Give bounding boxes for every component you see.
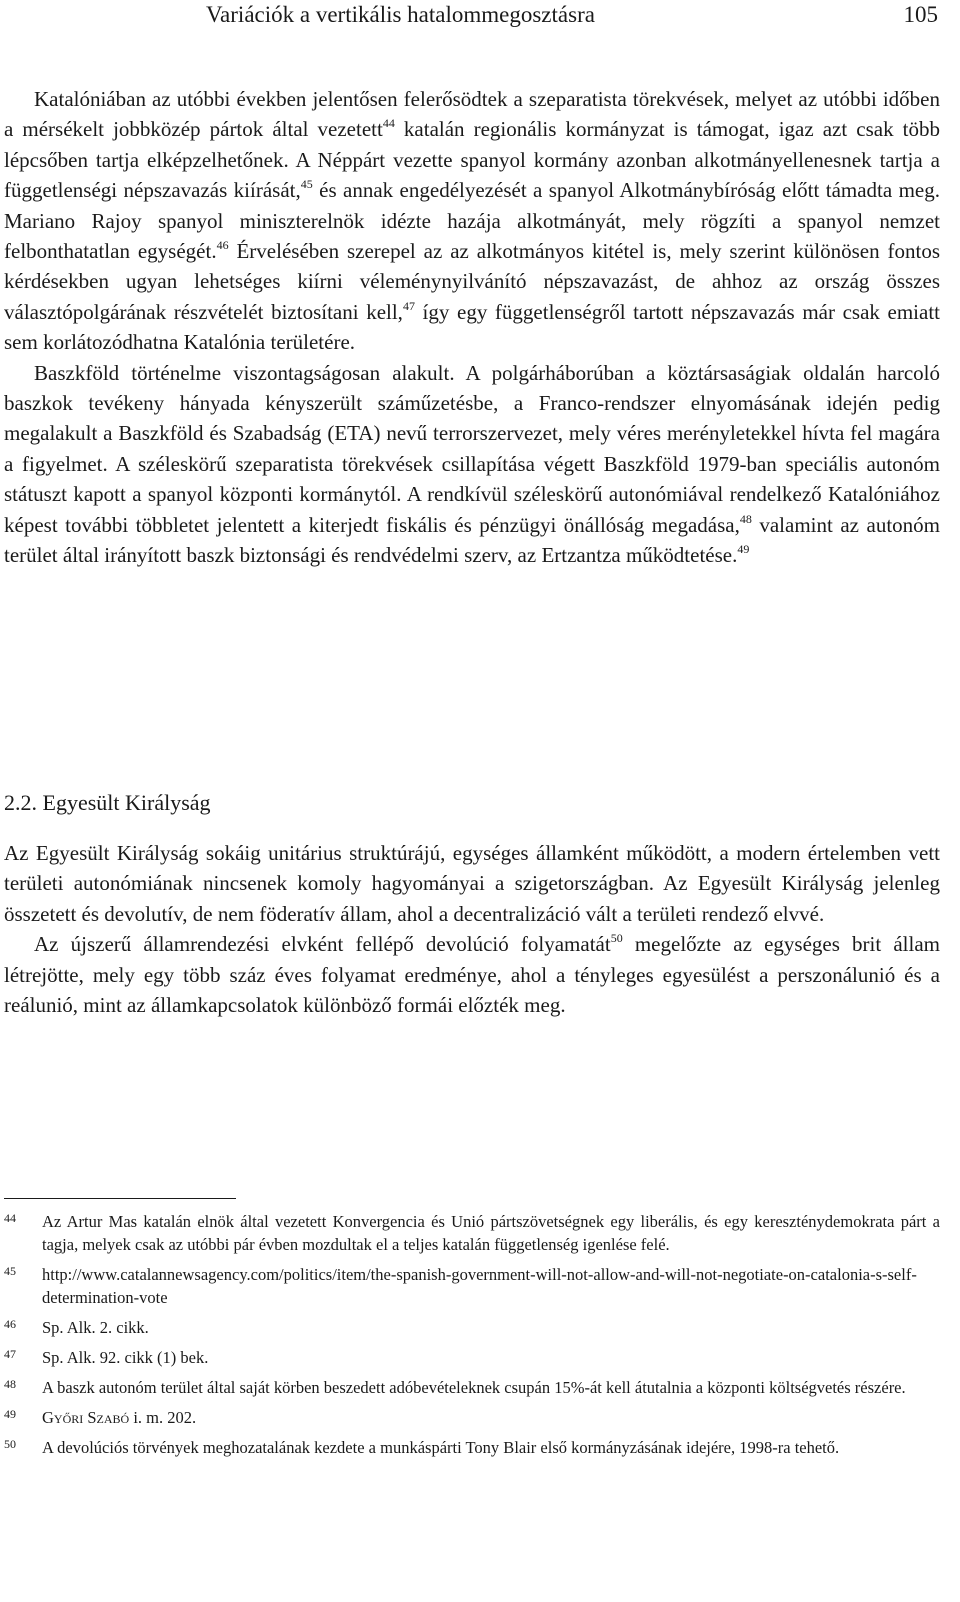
footnote-number: 49	[4, 1407, 16, 1421]
footnote	[4, 1210, 940, 1256]
page-number: 105	[903, 2, 938, 27]
footnote-ref: 44	[382, 116, 395, 131]
footnote-number: 46	[4, 1317, 16, 1331]
footnote	[4, 1376, 940, 1399]
footnote-number: 50	[4, 1437, 16, 1451]
footnote-text: Sp. Alk. 92. cikk (1) bek.	[42, 1348, 209, 1367]
footnote-number: 48	[4, 1377, 16, 1391]
section-body-text	[4, 838, 940, 1020]
footnotes	[4, 1210, 940, 1466]
footnote-text: A devolúciós törvények meghozatalának kezdete a munkáspárti Tony Blair első kormányzásának idejére, 1998-ra tehető.	[42, 1438, 840, 1457]
footnote-number: 47	[4, 1347, 16, 1361]
footnote-text: Sp. Alk. 2. cikk.	[42, 1318, 149, 1337]
paragraph: Az újszerű államrendezési elvként fellépő devolúció folyamatát$^{50}$ megelőzte az egységes brit állam létrejötte, mely egy több száz éves folyamat eredménye, ahol a tényleges egyesülést a perszonálunió és a reálunió, mint az államkapcsolatok különböző formái előzték meg.	[4, 931, 940, 1018]
footnote-ref: 47	[402, 298, 415, 313]
body-text	[4, 84, 940, 571]
footnote-text: A baszk autonóm terület által saját körben beszedett adóbevételeknek csupán 15%-át kell átutalnia a központi költségvetés részére.	[42, 1378, 906, 1397]
footnote	[4, 1316, 940, 1339]
footnote	[4, 1406, 940, 1429]
footnote-ref: 45	[300, 177, 313, 192]
paragraph: Baszkföld történelme viszontagságosan alakult. A polgárháborúban a köztársaságiak oldalán harcoló baszkok tevékeny hányada kényszerült száműzetésbe, a Franco-rendszer elnyomásának idején pedig megalakult a Baszkföld és Szabadság (ETA) nevű terrorszervezet, mely véres merényletekkel hívta fel magára a figyelmet. A széleskörű szeparatista törekvések csillapítása végett Baszkföld 1979-ban speciális autonóm státuszt kapott a spanyol központi kormánytól. A rendkívül széleskörű autonómiával rendelkező Katalóniához képest további többletet jelentett a kiterjedt fiskális és pénzügyi önállóság megadása,$^{48}$ valamint az autonóm terület által irányított baszk biztonsági és rendvédelmi szerv, az Ertzantza működtetése.$^{49}$	[4, 360, 940, 568]
paragraph: Az Egyesült Királyság sokáig unitárius struktúrájú, egységes államként működött, a modern értelemben vett területi autonómiának nincsenek komoly hagyományai a szigetországban. Az Egyesült Királyság jelenleg összetett és devolutív, de nem föderatív állam, ahol a decentralizáció vált a területi rendező elvvé.	[4, 841, 940, 926]
section-heading: 2.2. Egyesült Királyság	[4, 790, 211, 815]
footnote-ref: 50	[610, 931, 623, 946]
running-title: Variációk a vertikális hatalommegosztásra	[206, 2, 595, 27]
footnote-author: Győri Szabó	[42, 1408, 130, 1427]
footnote	[4, 1346, 940, 1369]
footnote-separator	[4, 1198, 236, 1199]
footnote	[4, 1263, 940, 1309]
footnote-ref: 49	[737, 542, 750, 557]
footnote-text: Győri Szabó i. m. 202.	[42, 1408, 197, 1427]
footnote-number: 44	[4, 1211, 16, 1225]
paragraph: Katalóniában az utóbbi években jelentősen felerősödtek a szeparatista törekvések, melyet az utóbbi időben a mérsékelt jobbközép pártok által vezetett$^{44}$ katalán regionális kormányzat is támogat, igaz azt csak több lépcsőben tartja elképzelhetőnek. A Néppárt vezette spanyol kormány azonban alkotmányellenesnek tartja a függetlenségi népszavazás kiírását,$^{45}$ és annak engedélyezését a spanyol Alkotmánybíróság előtt támadta meg. Mariano Rajoy spanyol miniszterelnök idézte hazája alkotmányát, mely rögzíti a spanyol nemzet felbonthatatlan egységét.$^{46}$ Érvelésében szerepel az az alkotmányos kitétel is, mely szerint különösen fontos kérdésekben ugyan lehetséges kiírni véleménynyilvánító népszavazást, de ahhoz az ország összes választópolgárának részvételét biztosítani kell,$^{47}$ így egy függetlenségről tartott népszavazás már csak emiatt sem korlátozódhatna Katalónia területére.	[4, 87, 940, 355]
footnote-text: Az Artur Mas katalán elnök által vezetett Konvergencia és Unió pártszövetségnek egy liberális, és egy kereszténydemokrata párt a tagja, melyek csak az utóbbi pár évben mozdultak el a teljes katalán függetlenség igenlése felé.	[42, 1212, 940, 1254]
footnote-ref: 46	[216, 238, 229, 253]
footnote	[4, 1436, 940, 1459]
footnote-text: http://www.catalannewsagency.com/politics/item/the-spanish-government-will-not-allow-and-will-not-negotiate-on-catalonia-s-self-determination-vote	[42, 1265, 917, 1307]
page-header	[206, 2, 938, 32]
footnote-number: 45	[4, 1264, 16, 1278]
footnote-ref: 48	[739, 511, 752, 526]
